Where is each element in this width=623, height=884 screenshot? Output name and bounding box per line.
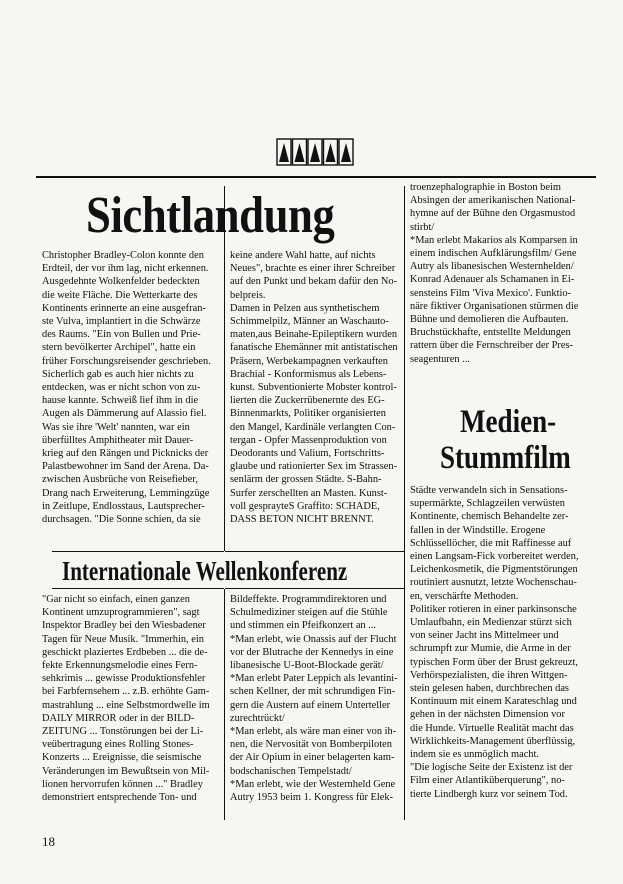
text-line: ste Vulva, implantiert in die Schwärze: [42, 316, 201, 328]
text-line: Schimmelpilz, Männer an Waschauto-: [230, 316, 389, 328]
text-line: "Die logische Seite der Existenz ist der: [410, 762, 573, 774]
text-line: sehkrimis ... gewisse Produktionsfehler: [42, 673, 206, 685]
text-line: veübertragung eines Rolling Stones-: [42, 739, 194, 751]
text-line: *Man erlebt Makarios als Komparsen in: [410, 234, 578, 246]
column-3-bottom: [410, 484, 586, 801]
text-line: Erdteil, der vor ihm lag, nicht erkennen.: [42, 263, 209, 275]
text-line: nen, die Nervosität von Bomberpiloten: [230, 739, 392, 751]
text-line: rattern über die Fernschreiber der Pres-: [410, 340, 574, 352]
text-line: Damen in Pelzen aus synthetischem: [230, 302, 380, 314]
text-line: Wirklichkeits-Management überflüssig,: [410, 735, 576, 747]
text-line: Autry 1953 beim 1. Kongress für Elek-: [230, 792, 394, 804]
text-line: seagenturen ...: [410, 353, 471, 365]
text-line: Leichenkosmetik, die Pigmentstörungen: [410, 564, 578, 576]
text-line: die weite Fläche. Die Wetterkarte des: [42, 289, 198, 301]
text-line: tierte Lindbergh kurz vor seinem Tod.: [410, 788, 568, 800]
text-line: tergan - Opfer Massenproduktion von: [230, 434, 387, 446]
text-line: Politiker rotieren in einer parkinsonsche: [410, 603, 577, 615]
headline-sichtlandung: Sichtlandung: [86, 187, 335, 244]
text-line: Bühne und demolieren die Aufbauten.: [410, 314, 569, 326]
text-line: DAILY MIRROR oder in der BILD-: [42, 712, 195, 724]
column-1-top: [42, 249, 218, 526]
text-line: Brachial - Konformismus als Lebens-: [230, 368, 387, 380]
column-1-bottom: [42, 593, 218, 804]
text-line: gehen in der nächsten Dimension vor: [410, 709, 565, 721]
text-line: den Mangel, Kardinäle verlangten Con-: [230, 421, 396, 433]
text-line: einem indischen Aufklärungsfilm/ Gene: [410, 248, 577, 260]
text-line: Neues", brachte es einer ihrer Schreiber: [230, 263, 396, 275]
text-line: Deodorants und Valium, Fortschritts-: [230, 448, 385, 460]
text-line: der Air Opium in einer belagerten kam-: [230, 752, 395, 764]
text-line: die Hunde. Virtuelle Realität macht das: [410, 722, 574, 734]
text-line: Veränderungen im Bewußtsein von Mil-: [42, 765, 210, 777]
text-line: Schlüssellöcher, die mit Raffinesse auf: [410, 537, 572, 549]
text-line: Absingen der amerikanischen National-: [410, 195, 576, 207]
text-line: lierten die Zuckerrübenernte des EG-: [230, 395, 385, 407]
text-line: stein gelesen haben, durchbrechen das: [410, 683, 569, 695]
text-line: hause kannte. Schweiß lief ihm in die: [42, 395, 199, 407]
text-line: schen Kellner, der mit schrundigen Fin-: [230, 686, 396, 698]
headline-divider: [52, 588, 404, 589]
text-line: Schulmediziner steigen auf die Stühle: [230, 607, 388, 619]
page-number: 18: [42, 834, 55, 849]
headline-medien: Medien-: [460, 404, 557, 440]
text-line: schrumpft zur Mumie, die Arme in der: [410, 643, 571, 655]
text-line: demonstriert entsprechende Ton- und: [42, 792, 197, 804]
text-line: glaube und rationierter Sex im Strassen-: [230, 461, 398, 473]
column-2-bottom: [230, 593, 398, 804]
text-line: gern die Austern auf einem Unterteller: [230, 699, 391, 711]
text-line: Kontinuum mit einem Karateschlag und: [410, 696, 577, 708]
top-rule: [36, 176, 596, 178]
text-line: maten,aus Beinahe-Epileptikern wurden: [230, 329, 398, 341]
headline-internationale-wellenkonferenz: Internationale Wellenkonferenz: [62, 556, 348, 586]
text-line: Städte verwandeln sich in Sensations-: [410, 485, 568, 496]
text-line: keine andere Wahl hatte, auf nichts: [230, 250, 376, 261]
text-line: Kontinent umzuprogrammieren", sagt: [42, 607, 200, 619]
text-line: näre fiktiver Organisationen stürmen die: [410, 300, 579, 312]
headline-stummfilm: Stummfilm: [440, 440, 571, 476]
text-line: Film einer Atlantiküberquerung", no-: [410, 775, 565, 787]
text-line: Augen als Dämmerung auf Alassio fiel.: [42, 408, 207, 420]
text-line: geschickt plaziertes Erdbeben ... die de-: [42, 646, 208, 658]
text-line: Christopher Bradley-Colon konnte den: [42, 250, 204, 261]
text-line: von seiner Jacht ins Mittelmeer und: [410, 630, 559, 642]
text-line: Inspektor Bradley bei den Wiesbadener: [42, 620, 206, 632]
text-line: Konzerts ... Ereignisse, die seismische: [42, 752, 202, 764]
text-line: Kontinents erinnerte an eine ausgefran-: [42, 302, 206, 314]
text-line: und stimmen ein Pfeifkonzert an ...: [230, 620, 377, 632]
text-line: typischen Form über der Brust gekreuzt,: [410, 656, 578, 668]
text-line: hymne auf der Bühne den Orgasmustod: [410, 208, 576, 220]
header-ornament-icon: [276, 137, 354, 167]
column-3-top: [410, 181, 586, 366]
text-line: mastrahlung ... eine Selbstmordwelle im: [42, 699, 210, 711]
text-line: DASS BETON NICHT BRENNT.: [230, 514, 374, 526]
text-line: entdecken, was er nicht schon von zu-: [42, 382, 201, 394]
text-line: routiniert ausnutzt, letzte Wochenschau-: [410, 577, 577, 589]
text-line: einen Langsam-Fick vorbereitet werden,: [410, 551, 579, 563]
text-line: zwischen Ausbrüche von Reisefieber,: [42, 474, 198, 486]
text-line: Konrad Adenauer als Schamanen in Ei-: [410, 274, 575, 286]
text-line: *Man erlebt, wie der Westernheld Gene: [230, 778, 396, 790]
text-line: sensteins Film 'Viva Mexico'. Funktio-: [410, 287, 571, 299]
column-divider-1: [224, 186, 225, 820]
text-line: stern bevölkerter Archipel", hatte ein: [42, 342, 196, 354]
text-line: voll gesprayteS Graffito: SCHADE,: [230, 500, 380, 512]
text-line: Binnenmarkts, Politiker organisierten: [230, 408, 386, 420]
text-line: kunst. Subventionierte Mobster kontrol-: [230, 382, 397, 394]
text-line: des Raums. "Ein von Bullen und Prie-: [42, 329, 201, 341]
text-line: libanesische U-Boot-Blockade gerät/: [230, 660, 384, 672]
text-line: Surfer zerschellten an Masten. Kunst-: [230, 487, 388, 499]
text-line: Was sie ihre 'Welt' nannten, war ein: [42, 421, 190, 433]
text-line: stirbt/: [410, 221, 435, 233]
text-line: Autry als libanesischen Westernhelden/: [410, 261, 574, 273]
text-line: in Zeitlupe, Endlosstaus, Lautsprecher-: [42, 500, 205, 512]
text-line: bei Farbfernsehem ... z.B. erhöhte Gam-: [42, 686, 210, 698]
text-line: belpreis.: [230, 289, 266, 301]
text-line: Palastbewohner im Sand der Arena. Da-: [42, 461, 209, 473]
text-line: Ausgedehnte Wolkenfelder bedeckten: [42, 276, 200, 288]
text-line: en, verschärfte Methoden.: [410, 590, 519, 602]
text-line: fanatische Ehemänner mit antistatischen: [230, 342, 398, 354]
text-line: Kontinente, chemisch Behandelte zer-: [410, 511, 569, 523]
text-line: lionen hervorrufen können ..." Bradley: [42, 778, 203, 790]
text-line: überfülltes Amphitheater mit Dauer-: [42, 434, 194, 446]
text-line: *Man erlebt Pater Leppich als levantini-: [230, 673, 398, 685]
text-line: ZEITUNG ... Tonstörungen bei der Li-: [42, 726, 204, 738]
text-line: senlärm der grossen Städte. S-Bahn-: [230, 474, 382, 486]
text-line: zurechtrückt/: [230, 712, 285, 724]
text-line: Bildeffekte. Programmdirektoren und: [230, 594, 387, 605]
text-line: Bruchstückhafte, entstellte Meldungen: [410, 327, 571, 339]
text-line: indem sie es unmöglich macht.: [410, 749, 539, 761]
headline-divider-top: [52, 551, 404, 552]
text-line: *Man erlebt, wie Onassis auf der Flucht: [230, 633, 397, 645]
text-line: Verhörspezialisten, die ihren Wittgen-: [410, 669, 568, 681]
text-line: vor der Blutrache der Kennedys in eine: [230, 646, 394, 658]
text-line: krieg auf den Rängen und Picknicks der: [42, 448, 209, 460]
text-line: fallen in der Windstille. Erogene: [410, 524, 546, 536]
text-line: Präsern, Werbekampagnen verkauften: [230, 355, 388, 367]
text-line: *Man erlebt, als wäre man einer von ih-: [230, 726, 397, 738]
text-line: Tagen für Neue Musik. "Immerhin, ein: [42, 633, 204, 645]
text-line: Umlaufbahn, ein Medienzar stürzt sich: [410, 617, 572, 629]
text-line: troenzephalographie in Boston beim: [410, 182, 561, 193]
text-line: fekte Erkennungsmelodie eines Fern-: [42, 660, 198, 672]
text-line: auf den Punkt und bekam dafür den No-: [230, 276, 398, 288]
text-line: Drang nach Erweiterung, Lemmingzüge: [42, 487, 210, 499]
text-line: bodschanischen Tempelstadt/: [230, 765, 352, 777]
column-divider-2: [404, 186, 405, 820]
text-line: früher Forschungsreisender geschrieben.: [42, 355, 211, 367]
text-line: durchsagen. "Die Sonne schien, da sie: [42, 514, 201, 526]
text-line: "Gar nicht so einfach, einen ganzen: [42, 594, 190, 605]
column-2-top: [230, 249, 398, 526]
text-line: supermärkte, Schlagzeilen verwüsten: [410, 498, 565, 510]
text-line: Sicherlich gab es auch hier nichts zu: [42, 368, 194, 380]
